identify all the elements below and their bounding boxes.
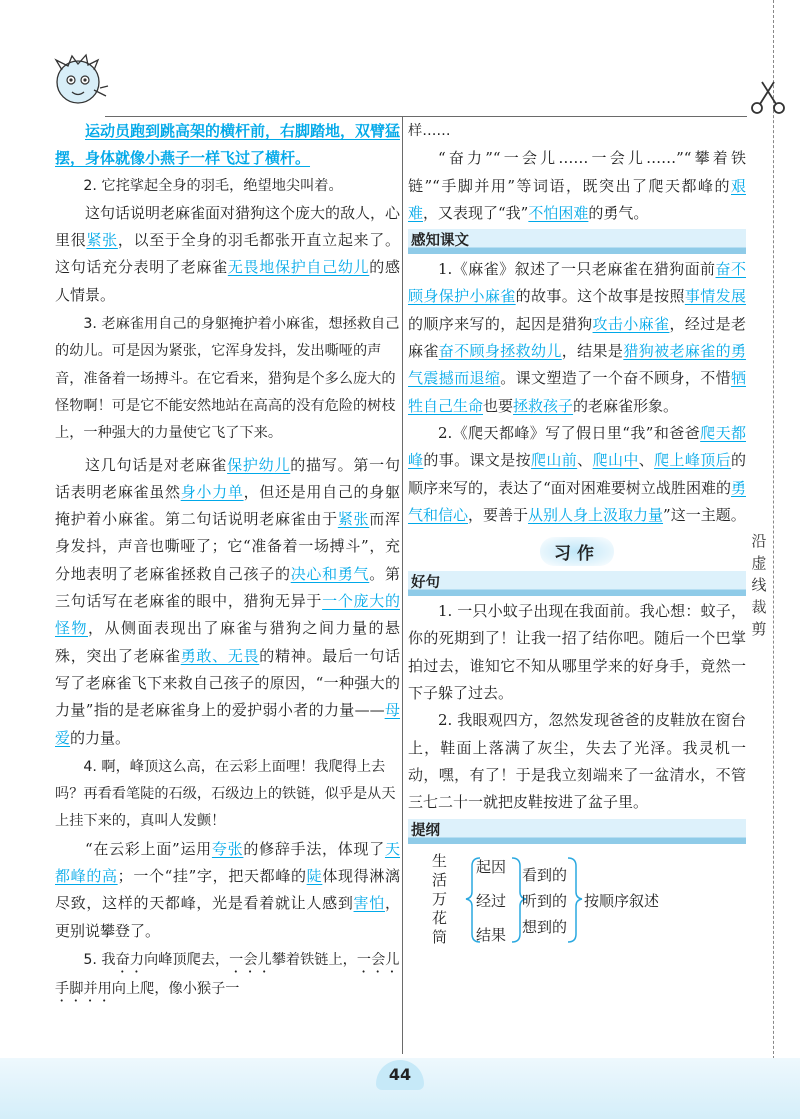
- answer-2-blank-2: 无畏地保护自己幼儿: [227, 258, 370, 277]
- answer-3-blank: 身小力单: [180, 482, 244, 501]
- question-5-dotted: 一会儿手脚并用: [55, 951, 400, 997]
- answer-3-blank: 紧张: [337, 510, 370, 529]
- section-heading-perceive: 感知课文: [408, 229, 746, 254]
- answer-4-blank: 夸张: [211, 839, 244, 858]
- question-5-dotted: 一会儿: [229, 951, 272, 968]
- answer-2-text: 这句话说明老麻雀面对猎狗这个庞大的敌人，心里很: [55, 203, 401, 250]
- summary-1-blank: 事情发展: [684, 287, 746, 306]
- answer-3-blank: 保护幼儿: [227, 455, 291, 474]
- answer-5: [408, 145, 746, 227]
- answer-3-text: ，但还是用自己的身躯掩护着小麻雀。第二句话说明老麻雀由于: [55, 482, 400, 529]
- outline-item: 起因: [476, 857, 507, 876]
- answer-3-text: 的描写。第一句话表明老麻雀虽然: [55, 455, 400, 501]
- summary-2-text: 2.《爬天都峰》写了假日里“我”和爸爸: [438, 423, 701, 442]
- outline-diagram: [408, 852, 746, 947]
- scissors-icon: [748, 78, 788, 118]
- summary-2-blank: 爬山中: [592, 451, 639, 470]
- outline-braces: [408, 852, 746, 947]
- question-2: 2. 它挓挲起全身的羽毛，绝望地尖叫着。: [83, 177, 343, 194]
- summary-1-text: ，经过是老麻雀: [408, 314, 746, 361]
- answer-4-blank: 陡: [306, 867, 323, 886]
- page-number: 44: [376, 1060, 424, 1090]
- answer-5-blank: 艰难: [408, 176, 746, 222]
- answer-4-text: 体现得淋漓尽致，这样的天都峰，光是看着就让人感到: [55, 867, 400, 913]
- answer-3-text: 而浑身发抖，声音也嘶哑了；它“准备着一场搏斗”，充分地表明了老麻雀拯救自己孩子的: [55, 510, 400, 583]
- right-column: [408, 118, 746, 947]
- summary-2-text: 的事。课文是按: [423, 451, 532, 470]
- answer-5-blank: 不怕困难: [528, 203, 589, 222]
- question-5: [55, 947, 400, 1005]
- outline-item: 听到的: [522, 891, 568, 910]
- answer-3-text: 。第三句话写在老麻雀的眼中，猎狗无异于: [55, 564, 400, 611]
- left-column: [55, 118, 400, 1005]
- answer-4: [55, 836, 400, 945]
- answer-1-text: 运动员跑到跳高架的横杆前，右脚踏地，双臂猛摆，身体就像小燕子一样飞过了横杆。: [55, 122, 401, 168]
- answer-4-text: ；一个“挂”字，把天都峰的: [117, 867, 307, 886]
- answer-3-blank: 母爱: [55, 701, 400, 747]
- summary-2-text: 、: [638, 451, 655, 470]
- answer-1: [55, 118, 400, 173]
- answer-4-text: 的修辞手法，体现了: [243, 839, 385, 858]
- outline-result: 按顺序叙述: [584, 891, 660, 910]
- answer-4-text: “在云彩上面”运用: [85, 839, 212, 858]
- answer-3-text: 的力量。: [70, 728, 131, 747]
- answer-2-text: 的感人情景。: [55, 258, 400, 304]
- summary-1: [408, 256, 746, 420]
- summary-2-text: 、: [577, 451, 593, 470]
- summary-1-blank: 奋不顾身拯救幼儿: [438, 342, 562, 361]
- question-5-end: 样……: [408, 123, 451, 139]
- summary-1-blank: 拯救孩子: [513, 396, 574, 415]
- answer-3-text: 这几句话是对老麻雀: [85, 455, 228, 474]
- question-3: 3. 老麻雀用自己的身躯掩护着小麻雀，想拯救自己的幼儿。可是因为紧张，它浑身发抖，发出嘶哑的声音，准备着一场搏斗。在它看来，猎狗是个多么庞大的怪物啊！可是它不能安然地站在高高的没有危险的树枝上，一种强大的力量使它飞了下来。: [55, 316, 400, 442]
- good-sentence-1: 1. 一只小蚊子出现在我面前。我心想：蚊子，你的死期到了！让我一招了结你吧。随后一个巴掌拍过去，谁知它不知从哪里学来的好身手，竟然一下子躲了过去。: [408, 602, 746, 703]
- outline-item: 结果: [476, 925, 507, 944]
- answer-2: [55, 200, 400, 309]
- answer-2-blank-1: 紧张: [86, 231, 118, 250]
- question-5-text: 攀着铁链上，: [271, 951, 357, 968]
- summary-1-blank: 牺牲自己生命: [408, 369, 746, 415]
- question-5-dotted: 奋力: [115, 951, 145, 968]
- summary-2-text: ，要善于: [468, 505, 529, 524]
- outline-title: 生活万花筒: [432, 851, 448, 946]
- summary-1-text: 。课文塑造了一个奋不顾身，不惜: [500, 369, 731, 388]
- summary-1-text: 的故事。这个故事是按照: [515, 287, 685, 306]
- answer-3-blank: 勇敢、无畏: [180, 646, 260, 665]
- answer-5-text: “奋力”“一会儿……一会儿……”“攀着铁链”“手脚并用”等词语，既突出了爬天都峰的: [408, 149, 746, 195]
- outline-item: 经过: [476, 891, 507, 910]
- outline-item: 想到的: [522, 917, 568, 936]
- answer-3-blank: 一个庞大的怪物: [55, 592, 400, 638]
- summary-2-blank: 从别人身上汲取力量: [528, 505, 664, 524]
- answer-3-blank: 决心和勇气: [290, 564, 370, 583]
- question-5-text: 向峰顶爬去，: [144, 951, 230, 968]
- section-heading-good-sentences: 好句: [408, 571, 746, 596]
- summary-1-text: 1.《麻雀》叙述了一只老麻雀在猎狗面前: [438, 260, 716, 279]
- summary-1-blank: 攻击小麻雀: [592, 314, 670, 333]
- section-heading-outline: 提纲: [408, 819, 746, 844]
- cartoon-mascot-icon: [50, 52, 112, 112]
- answer-2-text: ，以至于全身的羽毛都张开直立起来了。这句话充分表明了老麻雀: [55, 231, 400, 277]
- answer-4-text: ，更别说攀登了。: [55, 894, 400, 940]
- answer-3: [55, 452, 400, 752]
- column-divider: [402, 116, 403, 1054]
- summary-1-text: ，结果是: [561, 342, 624, 361]
- answer-3-text: 的精神。最后一句话写了老麻雀飞下来救自己孩子的原因，“一种强大的力量”指的是老麻雀身上的爱护弱小者的力量——: [55, 646, 400, 720]
- summary-1-text: 也要: [483, 396, 514, 415]
- summary-1-blank: 奋不顾身保护小麻雀: [408, 260, 746, 306]
- answer-3-text: ，从侧面表现出了麻雀与猎狗之间力量的悬殊，突出了老麻雀: [55, 619, 400, 665]
- summary-2-blank: 爬天都峰: [408, 423, 746, 470]
- header-rule: [105, 116, 747, 117]
- question-5-text: 5. 我: [83, 951, 116, 968]
- writing-title-text: 习作: [540, 537, 614, 566]
- summary-2-blank: 爬山前: [531, 451, 578, 470]
- good-sentence-2: 2. 我眼观四方，忽然发现爸爸的皮鞋放在窗台上，鞋面上落满了灰尘，失去了光泽。我灵机一动，嘿，有了！于是我立刻端来了一盆清水，不管三七二十一就把皮鞋按进了盆子里。: [408, 711, 746, 812]
- answer-4-blank: 天都峰的高: [55, 839, 400, 886]
- answer-5-text: ，又表现了“我”: [423, 203, 529, 222]
- question-4: 4. 啊，峰顶这么高，在云彩上面哩！我爬得上去吗？再看看笔陡的石级，石级边上的铁链，似乎是从天上挂下来的，真叫人发颤！: [55, 758, 396, 830]
- summary-2-blank: 勇气和信心: [408, 478, 746, 524]
- summary-1-blank: 猎狗被老麻雀的勇气震撼而退缩: [408, 342, 746, 388]
- summary-2-blank: 爬上峰顶后: [654, 451, 731, 470]
- summary-2-text: 的顺序来写的，表达了“面对困难要树立战胜困难的: [408, 451, 746, 497]
- summary-1-text: 的顺序来写的，起因是猎狗: [408, 314, 593, 333]
- question-5-text: 向上爬，像小猴子一: [111, 980, 240, 997]
- answer-5-text: 的勇气。: [588, 203, 649, 222]
- section-title-writing: [408, 537, 746, 567]
- summary-1-text: 的老麻雀形象。: [573, 396, 679, 415]
- outline-item: 看到的: [522, 865, 568, 884]
- summary-2: [408, 420, 746, 529]
- answer-4-blank: 害怕: [353, 894, 385, 913]
- cut-dashed-line: [773, 0, 774, 1119]
- summary-2-text: ”这一主题。: [663, 505, 746, 524]
- cut-instruction: 沿虚线裁剪: [751, 532, 767, 638]
